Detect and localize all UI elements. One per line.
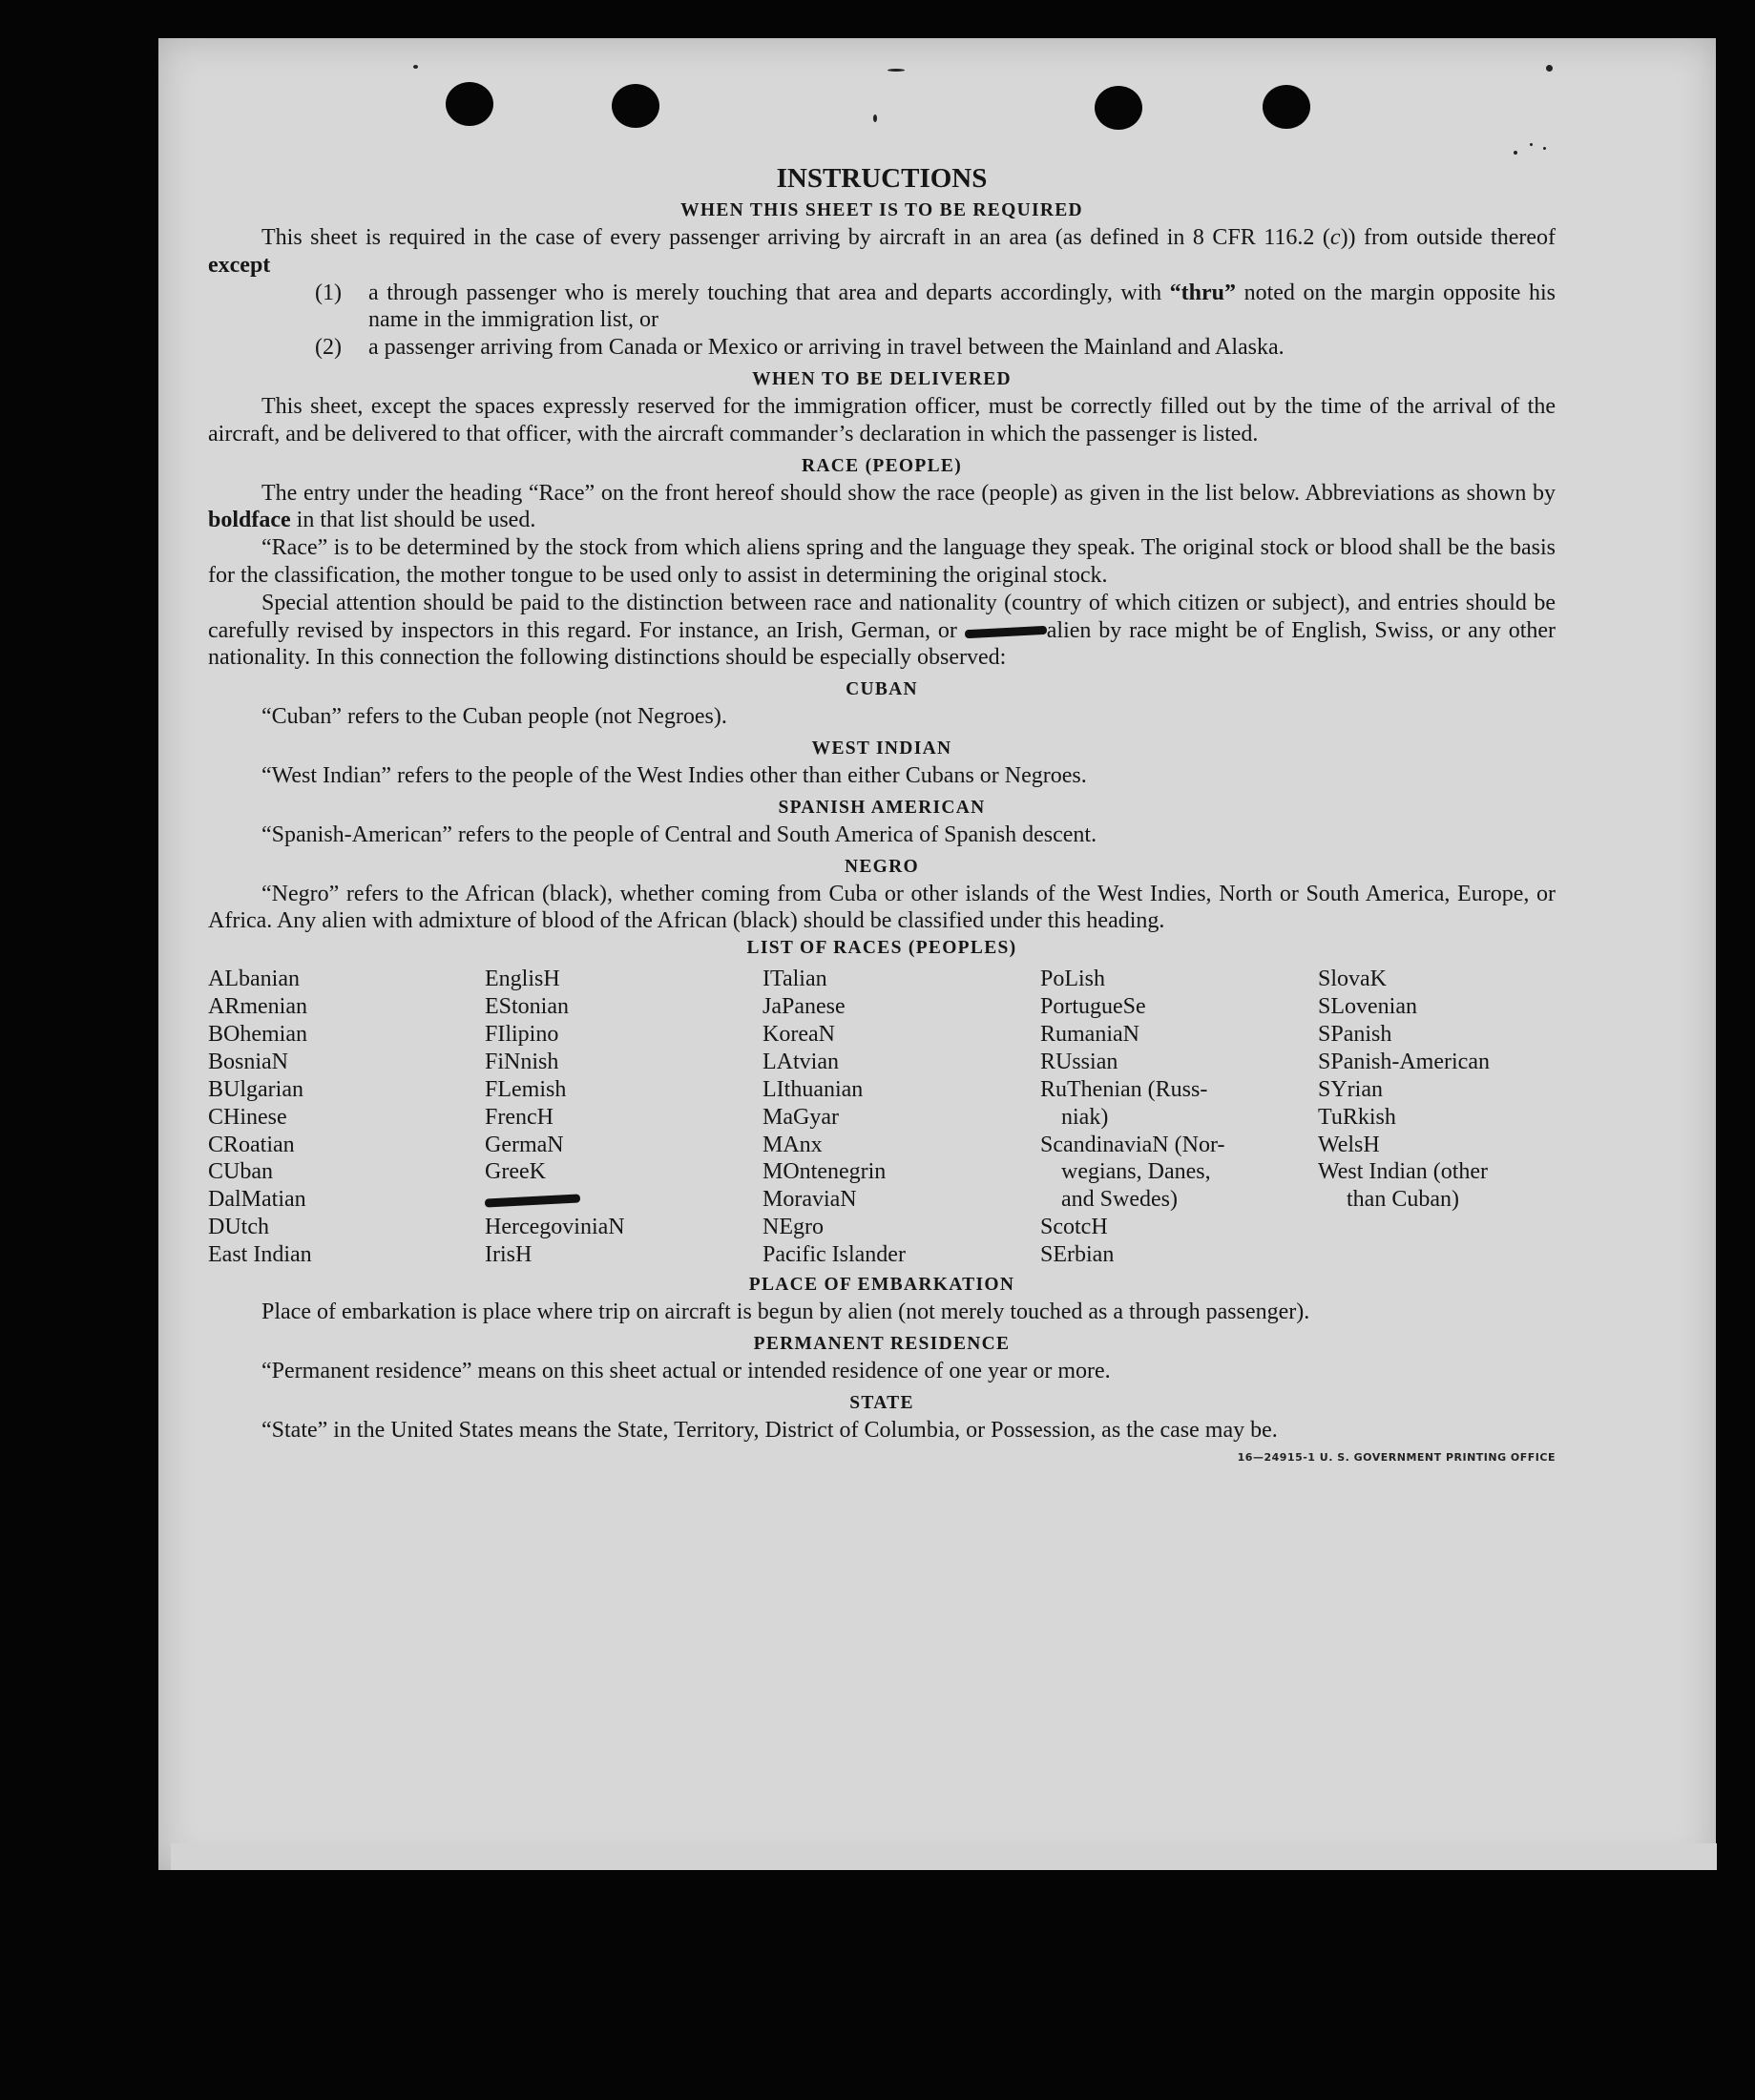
race-entry: ALbanian: [208, 967, 300, 992]
scan-speck: [873, 114, 877, 122]
race-entry: CHinese: [208, 1104, 287, 1130]
race-entry: RuThenian (Russ-: [1040, 1076, 1208, 1102]
printing-office-code: 16—24915-1 U. S. GOVERNMENT PRINTING OFFICE: [1237, 1450, 1556, 1464]
race-entry: TuRkish: [1318, 1104, 1396, 1130]
race-entry: SYrian: [1318, 1076, 1383, 1102]
race-entry: SlovaK: [1318, 967, 1387, 992]
punch-hole: [446, 82, 493, 126]
heading-cuban: CUBAN: [846, 679, 918, 700]
races-column: [763, 966, 1040, 1269]
race-entry: PoLish: [1040, 967, 1106, 992]
race-entry: FiNnish: [485, 1049, 559, 1074]
heading-when-required: WHEN THIS SHEET IS TO BE REQUIRED: [680, 200, 1083, 220]
race-entry: niak): [1061, 1104, 1109, 1130]
race-entry: SPanish: [1318, 1021, 1392, 1047]
heading-west-indian: WEST INDIAN: [811, 738, 952, 759]
race-entry: JaPanese: [763, 994, 846, 1020]
paragraph-cuban: “Cuban” refers to the Cuban people (not Negroes).: [261, 704, 727, 730]
race-entry: MoraviaN: [763, 1187, 857, 1213]
struck-out-word: [965, 625, 1047, 637]
paragraph-race-3: Special attention should be paid to the distinction between race and nationality (country of which citizen or subject), and entries should be carefully revised by inspectors in this regard. For instance, an Irish, German, or alien by race might be of English, Swiss, or any other nationality. In this connection the following distinctions should be especially observed:: [208, 590, 1557, 671]
punch-hole: [1263, 85, 1310, 129]
paragraph-when-delivered: This sheet, except the spaces expressly reserved for the immigration officer, must be correctly filled out by the time of the arrival of the aircraft, and be delivered to that officer, with the aircraft commander’s declaration in which the passenger is listed.: [208, 393, 1556, 447]
race-entry: LAtvian: [763, 1049, 839, 1074]
race-entry: PortugueSe: [1040, 994, 1146, 1020]
race-entry-struck: [485, 1186, 763, 1214]
paragraph-permanent-residence: “Permanent residence” means on this sheet actual or intended residence of one year or more.: [261, 1358, 1111, 1383]
heading-list-of-races: LIST OF RACES (PEOPLES): [746, 938, 1017, 959]
punch-hole: [1095, 86, 1142, 130]
heading-embarkation: PLACE OF EMBARKATION: [748, 1275, 1015, 1296]
race-entry: DUtch: [208, 1215, 269, 1240]
race-entry: MAnx: [763, 1132, 823, 1157]
race-entry: CUban: [208, 1159, 273, 1185]
race-entry: RumaniaN: [1040, 1021, 1139, 1047]
scan-speck: [888, 69, 905, 72]
paragraph-when-required: This sheet is required in the case of every passenger arriving by aircraft in an area (as defined in 8 CFR 116.2 (c)) from outside thereof except: [208, 225, 1557, 278]
paragraph-embarkation: Place of embarkation is place where trip on aircraft is begun by alien (not merely touched as a through passenger).: [261, 1300, 1310, 1325]
race-entry: SLovenian: [1318, 994, 1417, 1020]
page-title: INSTRUCTIONS: [776, 163, 988, 194]
race-entry: KoreaN: [763, 1021, 835, 1047]
race-entry: SErbian: [1040, 1242, 1115, 1268]
race-entry: RUssian: [1040, 1049, 1118, 1074]
race-entry: CRoatian: [208, 1132, 295, 1157]
race-entry: wegians, Danes,: [1061, 1159, 1211, 1185]
scan-speck: [1543, 147, 1546, 150]
race-entry: BOhemian: [208, 1021, 307, 1047]
race-entry: ScotcH: [1040, 1215, 1108, 1240]
paragraph-spanish-american: “Spanish-American” refers to the people of Central and South America of Spanish descent.: [261, 821, 1097, 847]
race-entry: MaGyar: [763, 1104, 839, 1130]
race-entry: EStonian: [485, 994, 569, 1020]
heading-state: STATE: [849, 1392, 914, 1413]
scan-speck: [1546, 65, 1553, 72]
race-entry: EnglisH: [485, 967, 560, 992]
race-entry: HercegoviniaN: [485, 1215, 625, 1240]
paragraph-race-1: The entry under the heading “Race” on the front hereof should show the race (people) as given in the list below. Abbreviations as shown by boldface in that list should be used.: [208, 480, 1556, 533]
race-entry: DalMatian: [208, 1187, 306, 1213]
footer: [208, 1445, 1556, 1472]
heading-permanent-residence: PERMANENT RESIDENCE: [753, 1333, 1011, 1354]
scan-speck: [1514, 151, 1517, 155]
race-entry: BosniaN: [208, 1049, 288, 1074]
paragraph-race-2: “Race” is to be determined by the stock from which aliens spring and the language they speak. The original stock or blood shall be the basis for the classification, the mother tongue to be used only to assist in determining the original stock.: [208, 535, 1556, 588]
races-column: [1318, 966, 1556, 1269]
races-column: [485, 966, 763, 1269]
struck-out-word: [485, 1195, 580, 1208]
races-column: [1040, 966, 1318, 1269]
heading-spanish-american: SPANISH AMERICAN: [778, 797, 986, 818]
race-entry: MOntenegrin: [763, 1159, 887, 1185]
paragraph-west-indian: “West Indian” refers to the people of the West Indies other than either Cubans or Negroes.: [261, 762, 1087, 788]
race-entry: LIthuanian: [763, 1076, 864, 1102]
race-entry: ARmenian: [208, 994, 307, 1020]
scan-speck: [1530, 143, 1533, 146]
instructions-body: [208, 162, 1556, 1471]
race-entry: GreeK: [485, 1159, 546, 1185]
document-sheet: [158, 38, 1716, 1870]
race-entry: ScandinaviaN (Nor-: [1040, 1132, 1225, 1157]
heading-negro: NEGRO: [844, 856, 919, 877]
list-item: (1) a through passenger who is merely touching that area and departs accordingly, with “thru” noted on the margin opposite his name in the immigration list, or: [315, 280, 1556, 333]
race-entry: Pacific Islander: [763, 1242, 906, 1268]
punch-hole: [612, 84, 659, 128]
race-entry: SPanish-American: [1318, 1049, 1490, 1074]
race-entry: IrisH: [485, 1242, 533, 1268]
scan-speck: [413, 65, 418, 69]
race-entry: GermaN: [485, 1132, 564, 1157]
race-entry: FLemish: [485, 1076, 567, 1102]
heading-when-delivered: WHEN TO BE DELIVERED: [752, 368, 1012, 389]
race-entry: East Indian: [208, 1242, 312, 1268]
list-item: (2) a passenger arriving from Canada or Mexico or arriving in travel between the Mainland and Alaska.: [315, 335, 1285, 361]
race-entry: ITalian: [763, 967, 827, 992]
document-sheet-edge: [171, 1843, 1717, 1870]
race-entry: FIlipino: [485, 1021, 559, 1047]
race-entry: West Indian (other: [1318, 1159, 1489, 1185]
paragraph-state: “State” in the United States means the State, Territory, District of Columbia, or Possession, as the case may be.: [261, 1417, 1278, 1443]
race-entry: and Swedes): [1061, 1187, 1178, 1213]
race-entry: BUlgarian: [208, 1076, 303, 1102]
race-entry: NEgro: [763, 1215, 824, 1240]
heading-race: RACE (PEOPLE): [801, 455, 963, 476]
race-entry: WelsH: [1318, 1132, 1380, 1157]
race-entry: FrencH: [485, 1104, 554, 1130]
races-list: [208, 966, 1556, 1269]
paragraph-negro: “Negro” refers to the African (black), whether coming from Cuba or other islands of the West Indies, North or South America, Europe, or Africa. Any alien with admixture of blood of the African (black) should be classified under this heading.: [208, 881, 1556, 934]
races-column: [208, 966, 485, 1269]
race-entry: than Cuban): [1347, 1187, 1459, 1213]
